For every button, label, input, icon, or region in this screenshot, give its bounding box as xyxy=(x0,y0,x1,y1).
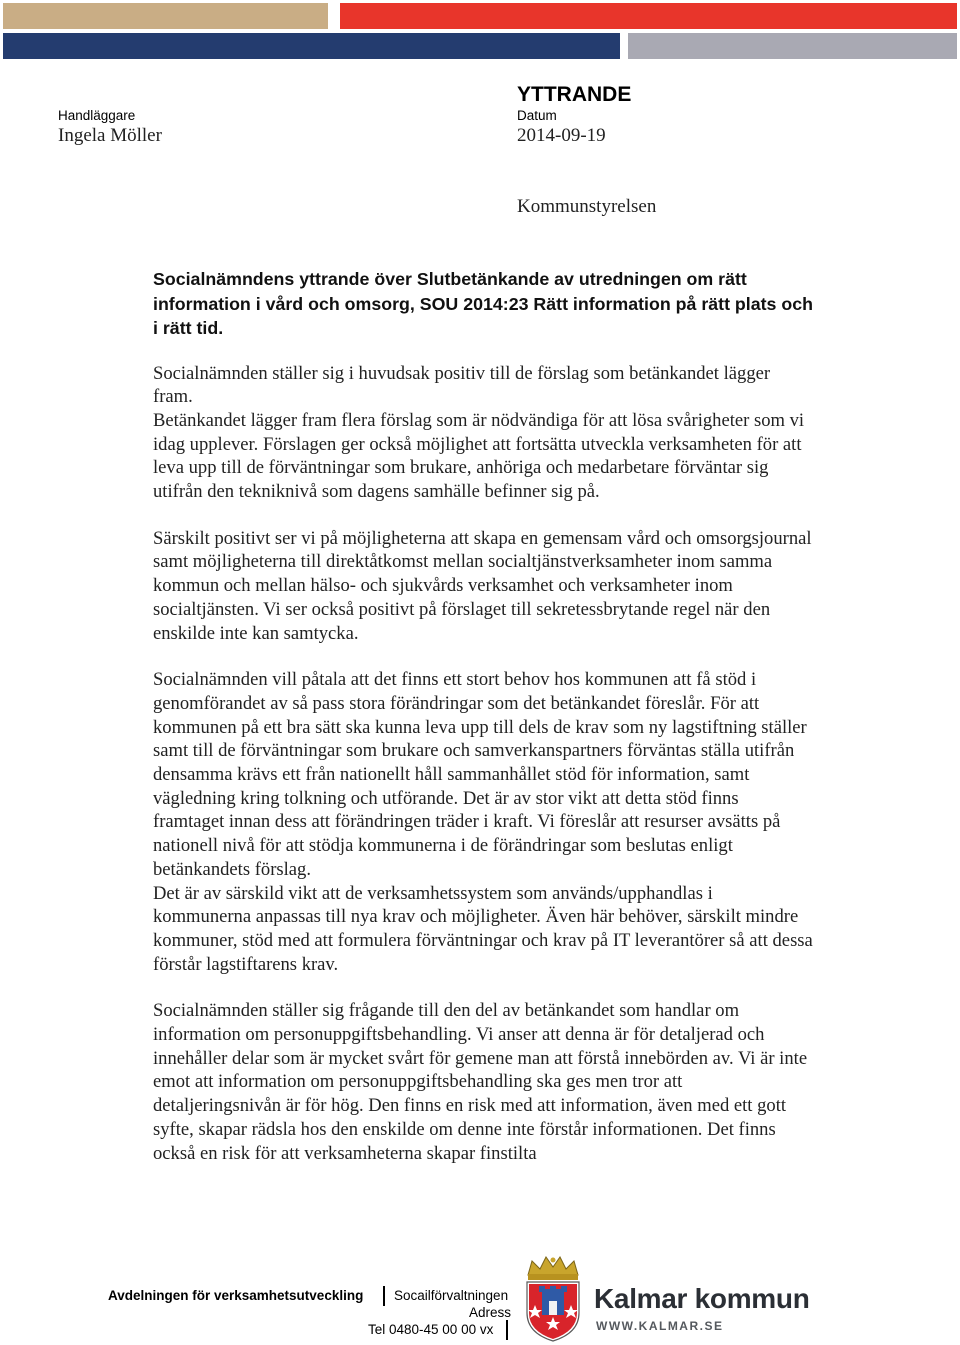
footer-administration: Socailförvaltningen xyxy=(394,1288,509,1303)
document-body xyxy=(153,267,813,1165)
header-band-tan xyxy=(3,3,328,29)
footer-phone: Tel 0480-45 00 00 vx xyxy=(368,1322,494,1337)
header-band-navy xyxy=(3,33,620,59)
handlaggare-value: Ingela Möller xyxy=(58,125,162,146)
paragraph: Socialnämnden vill påtala att det finns ett stort behov hos kommunen att få stöd i genomförandet av så pass stora förändringar som det betänkandet föreslår. För att kommunen på ett bra sätt ska kunna leva upp till dels de krav som ny lagstiftning ställer samt till de förväntningar som brukare och samverkanspartners förväntas ställa utifrån densamma krävs ett från nationellt håll sammanhållet stöd för information, samt vägledning kring tolkning och utförande. Det är av stor vikt att detta stöd finns framtaget innan dess att förändringen träder i kraft. Vi föreslår att resurser avsätts på nationell nivå för att stödja kommunerna i de förändringar som beslutas enligt betänkandets förslag. xyxy=(153,669,807,880)
paragraph: Socialnämnden ställer sig i huvudsak positiv till de förslag som betänkandet lägger fram. xyxy=(153,362,771,408)
footer-department: Avdelningen för verksamhetsutveckling xyxy=(108,1288,364,1303)
document-heading: Socialnämndens yttrande över Slutbetänkande av utredningen om rätt information i vård och omsorg, SOU 2014:23 Rätt information på rätt plats och i rätt tid. xyxy=(153,269,813,338)
logo-name: Kalmar kommun xyxy=(594,1283,810,1314)
recipient: Kommunstyrelsen xyxy=(517,196,657,217)
datum-value: 2014-09-19 xyxy=(517,125,606,146)
footer-divider xyxy=(383,1286,385,1306)
logo-url: WWW.KALMAR.SE xyxy=(596,1319,724,1333)
paragraph: Särskilt positivt ser vi på möjligheterna att skapa en gemensam vård och omsorgsjournal samt möjligheterna till direktåtkomst mellan socialtjänstverksamheter inom samma kommun och mellan hälso- och sjukvårds verksamhet och verksamheter inom socialtjänsten. Vi ser också positivt på förslaget till sekretessbrytande regel när den enskilde inte kan samtycka. xyxy=(153,527,812,644)
paragraph: Betänkandet lägger fram flera förslag som är nödvändiga för att lösa svårigheter som vi idag upplever. Förslagen ger också möjlighet att fortsätta utveckla verksamheten för att leva upp till de förväntningar som brukare, anhöriga och medarbetare förväntar sig utifrån den tekniknivå som dagens samhälle befinner sig på. xyxy=(153,409,805,503)
kalmar-logo xyxy=(522,1253,817,1343)
paragraph: Det är av särskild vikt att de verksamhetssystem som används/upphandlas i kommunerna anpassas till nya krav och möjligheter. Även här behöver, särskilt mindre kommuner, stöd med att formulera förväntningar och krav på IT leverantörer så att dessa förstår lagstiftarens krav. xyxy=(153,882,813,975)
datum-label: Datum xyxy=(517,108,557,123)
document-type: YTTRANDE xyxy=(517,83,632,106)
footer-divider xyxy=(506,1320,508,1340)
paragraph: Socialnämnden ställer sig frågande till den del av betänkandet som handlar om information om personuppgiftsbehandling. Vi anser att denna är för detaljerad och innehåller delar som är mycket svårt för gemene man att förstå innebörden av. Vi är inte emot att information om personuppgiftsbehandling ska ges men tror att detaljeringsnivån är för hög. Den finns en risk med att information, även med ett gott syfte, skapar rädsla hos den enskilde om denne inte förstår informationen. Det finns också en risk för att verksamheterna skapar finstilta xyxy=(153,1000,808,1164)
header-band-red xyxy=(340,3,957,29)
handlaggare-label: Handläggare xyxy=(58,108,136,123)
coat-of-arms-icon xyxy=(522,1253,584,1343)
footer-address: Adress xyxy=(469,1305,512,1320)
header-band-grey xyxy=(628,33,957,59)
